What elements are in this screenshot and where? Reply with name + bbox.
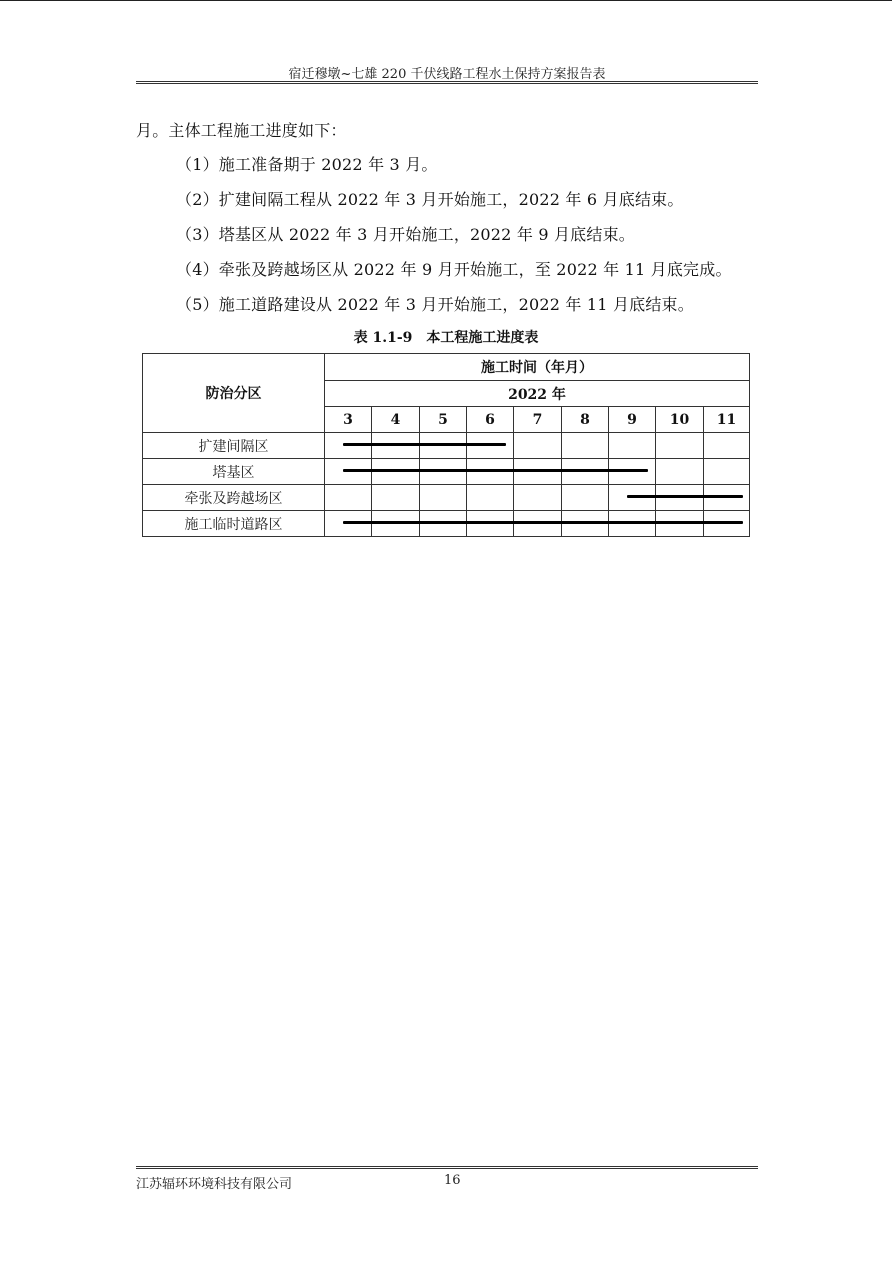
schedule-bar <box>343 443 506 446</box>
footer-company: 江苏辐环环境科技有限公司 <box>136 1177 293 1192</box>
schedule-bar <box>627 495 742 498</box>
month-header: 7 <box>514 407 562 433</box>
footer-rule <box>136 1166 758 1167</box>
zone-cell: 施工临时道路区 <box>143 511 325 537</box>
header-rule-2 <box>136 83 758 84</box>
table-caption: 表 1.1-9 本工程施工进度表 <box>353 330 539 346</box>
month-header: 9 <box>609 407 656 433</box>
month-header: 10 <box>656 407 704 433</box>
body-line-4: （3）塔基区从 2022 年 3 月开始施工，2022 年 9 月底结束。 <box>176 225 635 244</box>
month-header: 11 <box>704 407 750 433</box>
month-header: 8 <box>562 407 609 433</box>
zone-cell: 牵张及跨越场区 <box>143 485 325 511</box>
month-header: 3 <box>325 407 372 433</box>
zone-header: 防治分区 <box>143 354 325 433</box>
zone-cell: 塔基区 <box>143 459 325 485</box>
month-header: 5 <box>420 407 467 433</box>
schedule-bar <box>343 521 742 524</box>
zone-cell: 扩建间隔区 <box>143 433 325 459</box>
body-line-5: （4）牵张及跨越场区从 2022 年 9 月开始施工，至 2022 年 11 月底完成。 <box>176 260 732 279</box>
body-line-6: （5）施工道路建设从 2022 年 3 月开始施工，2022 年 11 月底结束。 <box>176 295 694 314</box>
page-header-title: 宿迁穆墩~七雄 220 千伏线路工程水土保持方案报告表 <box>288 67 606 82</box>
footer-rule-2 <box>136 1168 758 1169</box>
page-top-border <box>0 0 892 1</box>
body-line-3: （2）扩建间隔工程从 2022 年 3 月开始施工，2022 年 6 月底结束。 <box>176 190 684 209</box>
time-header: 施工时间（年月） <box>325 354 750 381</box>
page-number: 16 <box>444 1173 461 1188</box>
header-rule <box>136 81 758 82</box>
year-header: 2022 年 <box>325 381 750 407</box>
month-header: 4 <box>372 407 420 433</box>
month-header: 6 <box>467 407 514 433</box>
schedule-bar <box>343 469 648 472</box>
body-line-1: 月。主体工程施工进度如下： <box>136 121 347 140</box>
body-line-2: （1）施工准备期于 2022 年 3 月。 <box>176 155 438 174</box>
